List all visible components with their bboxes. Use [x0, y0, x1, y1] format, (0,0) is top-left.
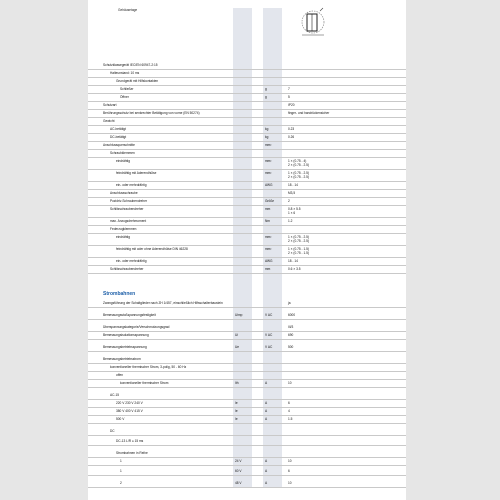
spec-label: Schutzklassegerät IEC/EN 60947-2:15 [103, 63, 158, 67]
spec-label: Grundgerät mit Hilfskontakten [116, 79, 159, 83]
datasheet-page [88, 0, 406, 500]
spec-value: 0.8 × 5.5 [288, 207, 301, 211]
spec-unit: V AC [265, 345, 273, 349]
spec-label: 500 V [116, 417, 125, 421]
spec-unit: A [265, 381, 268, 385]
spec-unit: kg [265, 135, 269, 139]
spec-unit: mm² [265, 159, 272, 163]
spec-label: Schlitzschraubendreher [110, 207, 144, 211]
spec-value: 18 - 14 [288, 183, 298, 187]
spec-value: 7 [288, 87, 290, 91]
spec-label: DC-13 L/R ≤ 15 ms [116, 439, 144, 443]
spec-value: 4 [288, 409, 290, 413]
spec-symbol: Ui [235, 333, 239, 337]
spec-label: Berührungsschutz bei senkrechter Betätigung von vorne (EN 50274) [103, 111, 200, 115]
spec-symbol: 24 V [235, 459, 242, 463]
spec-label: ein- oder mehrdrähtig [116, 183, 147, 187]
spec-label: 1 [120, 459, 122, 463]
spec-label: AC-betätigt [110, 127, 126, 131]
spec-label: Anschlussquerschnitte [103, 143, 135, 147]
spec-label: Bemessungsbetriebsspannung [103, 345, 147, 349]
spec-value: 6000 [288, 313, 296, 317]
spec-label: feindrähtig mit Aderendhülse [116, 171, 157, 175]
spec-label: Pozidriv-Schraubendreher [110, 199, 148, 203]
spec-value: finger- und handrückensicher [288, 111, 330, 115]
spec-value: 0.23 [288, 127, 295, 131]
spec-label: offen [116, 373, 124, 377]
spec-value: ja [288, 301, 291, 305]
spec-unit: V AC [265, 333, 273, 337]
spec-unit: mm [265, 207, 271, 211]
spec-symbol: Ue [235, 345, 240, 349]
spec-label: eindrähtig [116, 235, 130, 239]
spec-value: III/3 [288, 325, 294, 329]
spec-unit: mm [265, 267, 271, 271]
spec-value: 6 [288, 401, 290, 405]
spec-label: max. Anzugsdrehmoment [110, 219, 147, 223]
spec-label: 2 [120, 481, 122, 485]
spec-label: 220 V 230 V 240 V [116, 401, 143, 405]
spec-unit: A [265, 469, 268, 473]
spec-unit: Nm [265, 219, 270, 223]
spec-value: IP20 [288, 103, 295, 107]
spec-unit: V AC [265, 313, 273, 317]
spec-row [88, 415, 406, 424]
spec-unit: A [265, 409, 268, 413]
spec-label: Schutzart [103, 103, 117, 107]
spec-label: 380 V 400 V 415 V [116, 409, 143, 413]
spec-label: AC-15 [110, 393, 120, 397]
spec-label: Anschlussschraube [110, 191, 138, 195]
figure-caption: Gehäusetage [118, 8, 138, 12]
spec-table [88, 0, 406, 500]
spec-row [88, 437, 406, 446]
spec-label: ein- oder mehrdrähtig [116, 259, 147, 263]
spec-value: 1 × (0.75 - 2.5) [288, 171, 309, 175]
spec-label: DC-betätigt [110, 135, 127, 139]
spec-value: M3,5 [288, 191, 296, 195]
spec-unit: mm² [265, 235, 272, 239]
spec-value-secondary: 2 × (0.75 - 2.5) [288, 163, 309, 167]
spec-value: 0.26 [288, 135, 295, 139]
spec-unit: A [265, 401, 268, 405]
spec-label: Federzugklemmen [110, 227, 137, 231]
spec-unit: AWG [265, 183, 273, 187]
spec-unit: Größe [265, 199, 275, 203]
spec-label: Gewicht [103, 119, 115, 123]
spec-value: 0.6 × 3.5 [288, 267, 301, 271]
spec-unit: A [265, 459, 268, 463]
spec-label: Zwangsführung der Schaltglieder nach ZH 1/457, einschließlich Hilfsschalterbaustein [103, 301, 223, 305]
spec-value: 5 [288, 95, 290, 99]
spec-value-secondary: 1 × 6 [288, 211, 296, 215]
spec-unit: kg [265, 127, 269, 131]
spec-value: 10 [288, 459, 292, 463]
spec-unit: mm² [265, 143, 272, 147]
spec-value: 1.5 [288, 417, 293, 421]
spec-value: 1 × (0.75 - 1.5) [288, 247, 309, 251]
spec-label: Überspannungskategorie/Verschmutzungsgrad [103, 325, 170, 329]
spec-row [88, 479, 406, 488]
spec-row [88, 379, 406, 388]
spec-symbol: Ie [235, 401, 238, 405]
spec-label: Öffner [120, 95, 129, 99]
spec-value: 1 × (0.75 - 2.5) [288, 235, 309, 239]
spec-row [88, 343, 406, 352]
spec-value-secondary: 2 × (0.75 - 2.5) [288, 175, 309, 179]
spec-label: eindrähtig [116, 159, 130, 163]
spec-value: 6 [288, 469, 290, 473]
spec-row [88, 311, 406, 320]
spec-label: Bemessungsstoßspannungsfestigkeit [103, 313, 156, 317]
spec-unit: g [265, 95, 267, 99]
spec-value: 500 [288, 345, 294, 349]
spec-row [88, 265, 406, 274]
spec-unit: mm² [265, 247, 272, 251]
spec-symbol: 60 V [235, 469, 242, 473]
spec-label: Bemessungsisolationsspannung [103, 333, 149, 337]
spec-value: 1.2 [288, 219, 293, 223]
spec-unit: g [265, 87, 267, 91]
spec-value-secondary: 2 × (0.75 - 1.5) [288, 251, 309, 255]
spec-label: konventioneller thermischer Strom [120, 381, 169, 385]
spec-label: Schließer [120, 87, 134, 91]
spec-row [88, 331, 406, 340]
spec-label: feindrähtig mit oder ohne Aderendhülse DIN 46228 [116, 247, 188, 251]
spec-label: DC [110, 429, 115, 433]
section-title-strombahnen: Strombahnen [103, 291, 136, 297]
spec-label: Bemessungsbetriebsstrom [103, 357, 141, 361]
spec-label: Schlitzschraubendreher [110, 267, 144, 271]
spec-unit: A [265, 417, 268, 421]
spec-symbol: Ith [235, 381, 239, 385]
spec-symbol: Uimp [235, 313, 243, 317]
spec-value-secondary: 2 × (0.75 - 2.5) [288, 239, 309, 243]
spec-value: 10 [288, 381, 292, 385]
spec-label: Strombahnen in Reihe [116, 451, 148, 455]
spec-row [88, 467, 406, 476]
spec-row [88, 427, 406, 436]
spec-label: konventioneller thermischer Strom, 3-polig, 50 - 60 Hz [110, 365, 187, 369]
spec-value: 690 [288, 333, 294, 337]
spec-value: 2 [288, 199, 290, 203]
spec-row [88, 299, 406, 308]
spec-unit: AWG [265, 259, 273, 263]
spec-label: 1 [120, 469, 122, 473]
spec-unit: A [265, 481, 268, 485]
spec-value: 1 × (0.75 - 4) [288, 159, 307, 163]
spec-symbol: Ie [235, 417, 238, 421]
spec-label: Schraubklemmen [110, 151, 135, 155]
spec-unit: mm² [265, 171, 272, 175]
spec-symbol: 48 V [235, 481, 242, 485]
spec-value: 10 [288, 481, 292, 485]
spec-value: 18 - 14 [288, 259, 298, 263]
spec-row [88, 457, 406, 466]
spec-symbol: Ie [235, 409, 238, 413]
spec-label: Halteunstand: 10 ms [110, 71, 140, 75]
